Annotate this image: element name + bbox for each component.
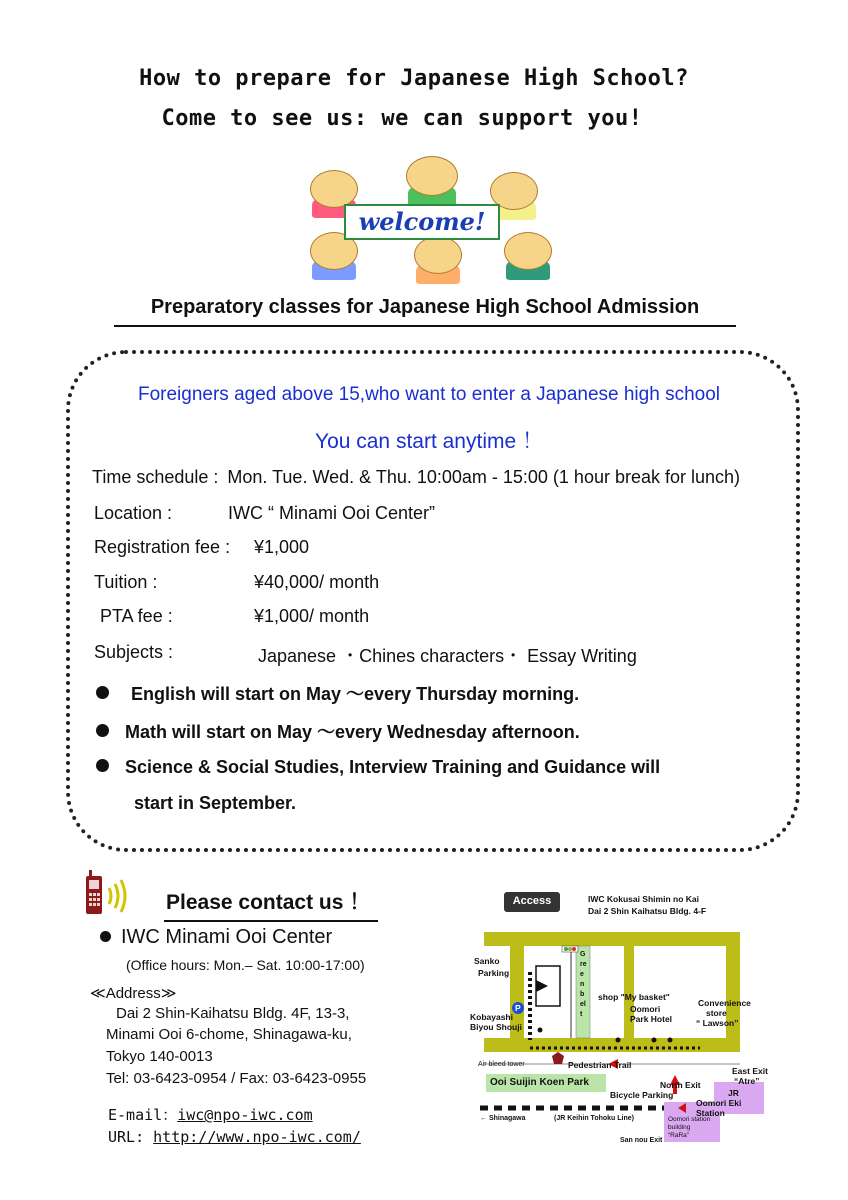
- pta-label: PTA fee :: [100, 606, 173, 626]
- map-access-label: Access: [512, 895, 552, 907]
- bullet-science: Science & Social Studies, Interview Training and Guidance will: [96, 757, 660, 778]
- bullet-english: English will start on May ～every Thursday morning.: [96, 680, 579, 706]
- office-hours: (Office hours: Mon.– Sat. 10:00-17:00): [126, 957, 365, 973]
- map-building-rara-1: Oomori station: [668, 1116, 711, 1123]
- map-hotel-2: Park Hotel: [630, 1014, 673, 1024]
- bullet-math: Math will start on May ～every Wednesday afternoon.: [96, 718, 580, 744]
- map-shop: shop "My basket": [598, 992, 670, 1002]
- map-jr: JR: [728, 1088, 739, 1098]
- tel-fax: Tel: 03-6423-0954 / Fax: 03-6423-0955: [106, 1070, 367, 1087]
- time-schedule-row: [92, 467, 740, 488]
- registration-label: Registration fee :: [94, 537, 231, 557]
- center-name: IWC Minami Ooi Center: [100, 926, 332, 949]
- tuition-label: Tuition :: [94, 572, 158, 592]
- map-greenbelt: Greenbelt: [580, 951, 587, 1018]
- bullet-dot: [96, 686, 109, 699]
- map-station: Oomori Eki Station: [696, 1098, 742, 1118]
- map-kobayashi-1: Kobayashi: [470, 1012, 513, 1022]
- map-building-rara-3: “RaRa”: [668, 1132, 689, 1139]
- map-east-exit: East Exit: [732, 1066, 768, 1076]
- map-conv-2: store: [706, 1008, 727, 1018]
- url-link[interactable]: http://www.npo-iwc.com/: [153, 1128, 361, 1146]
- subjects-value: Japanese ・Chines characters・ Essay Writing: [258, 646, 637, 666]
- url-row: [108, 1128, 361, 1146]
- address-line: Minami Ooi 6-chome, Shinagawa-ku,: [106, 1026, 352, 1043]
- tuition-value: ¥40,000/ month: [254, 572, 380, 592]
- target-audience: Foreigners aged above 15,who want to enter a Japanese high school: [137, 384, 720, 405]
- bullet-dot: [96, 724, 109, 737]
- map-kobayashi-2: Biyou Shouji: [470, 1022, 522, 1032]
- bullet-dot: [96, 759, 109, 772]
- map-north-exit: North Exit: [660, 1080, 701, 1090]
- email-link[interactable]: iwc@npo-iwc.com: [177, 1106, 313, 1124]
- registration-value: ¥1,000: [254, 537, 310, 557]
- headline-line2: Come to see us: we can support you!: [161, 106, 643, 131]
- phone-icon: [84, 866, 134, 916]
- map-conv-3: “ Lawson”: [696, 1018, 739, 1028]
- location-value: IWC “ Minami Ooi Center”: [228, 503, 436, 523]
- page-subtitle: Preparatory classes for Japanese High School Admission: [114, 296, 736, 327]
- map-hotel-1: Oomori: [630, 1004, 661, 1014]
- map-pedestrian: Pedestrian Trail: [568, 1060, 632, 1070]
- map-building-name: IWC Kokusai Shimin no Kai: [588, 894, 699, 904]
- email-row: [108, 1104, 313, 1125]
- map-park: Ooi Suijin Koen Park: [490, 1077, 589, 1088]
- address-line: Tokyo 140-0013: [106, 1048, 213, 1065]
- bullet-science-continued: start in September.: [134, 793, 297, 813]
- map-keihin-line: (JR Keihin Tohoku Line): [554, 1115, 634, 1122]
- location-label: Location :: [94, 503, 173, 523]
- map-atre: “Atre”: [734, 1076, 760, 1086]
- map-shinagawa: ← Shinagawa: [480, 1115, 526, 1122]
- pta-value: ¥1,000/ month: [254, 606, 370, 626]
- address-line: Dai 2 Shin-Kaihatsu Bldg. 4F, 13-3,: [116, 1005, 350, 1022]
- subjects-label: Subjects :: [94, 642, 174, 662]
- map-parking: Parking: [478, 968, 510, 978]
- map-building-rara-2: building: [668, 1124, 691, 1131]
- welcome-badge: welcome!: [344, 204, 500, 240]
- address-label: ≪Address≫: [90, 985, 177, 1002]
- map-conv-1: Convenience: [698, 998, 751, 1008]
- map-air-bleed: Air bleed tower: [478, 1061, 525, 1068]
- time-schedule-label: Time schedule :: [92, 467, 219, 487]
- map-building-floor: Dai 2 Shin Kaihatsu Bldg. 4-F: [588, 906, 707, 916]
- url-label: URL:: [108, 1128, 145, 1146]
- map-parking-icon: P: [515, 1003, 521, 1013]
- contact-title: Please contact us ！: [164, 886, 378, 922]
- bullet-dot: [100, 931, 111, 942]
- map-bicycle: Bicycle Parking: [610, 1090, 674, 1100]
- access-map: [470, 880, 770, 1162]
- map-sannou-exit: San nou Exit: [620, 1137, 663, 1144]
- map-sanko: Sanko: [474, 956, 500, 966]
- time-schedule-value: Mon. Tue. Wed. & Thu. 10:00am - 15:00 (1 hour break for lunch): [227, 467, 741, 487]
- headline-line1: How to prepare for Japanese High School?: [139, 66, 689, 91]
- email-label: E-mail：: [108, 1106, 178, 1124]
- start-anytime: You can start anytime ！: [314, 430, 543, 453]
